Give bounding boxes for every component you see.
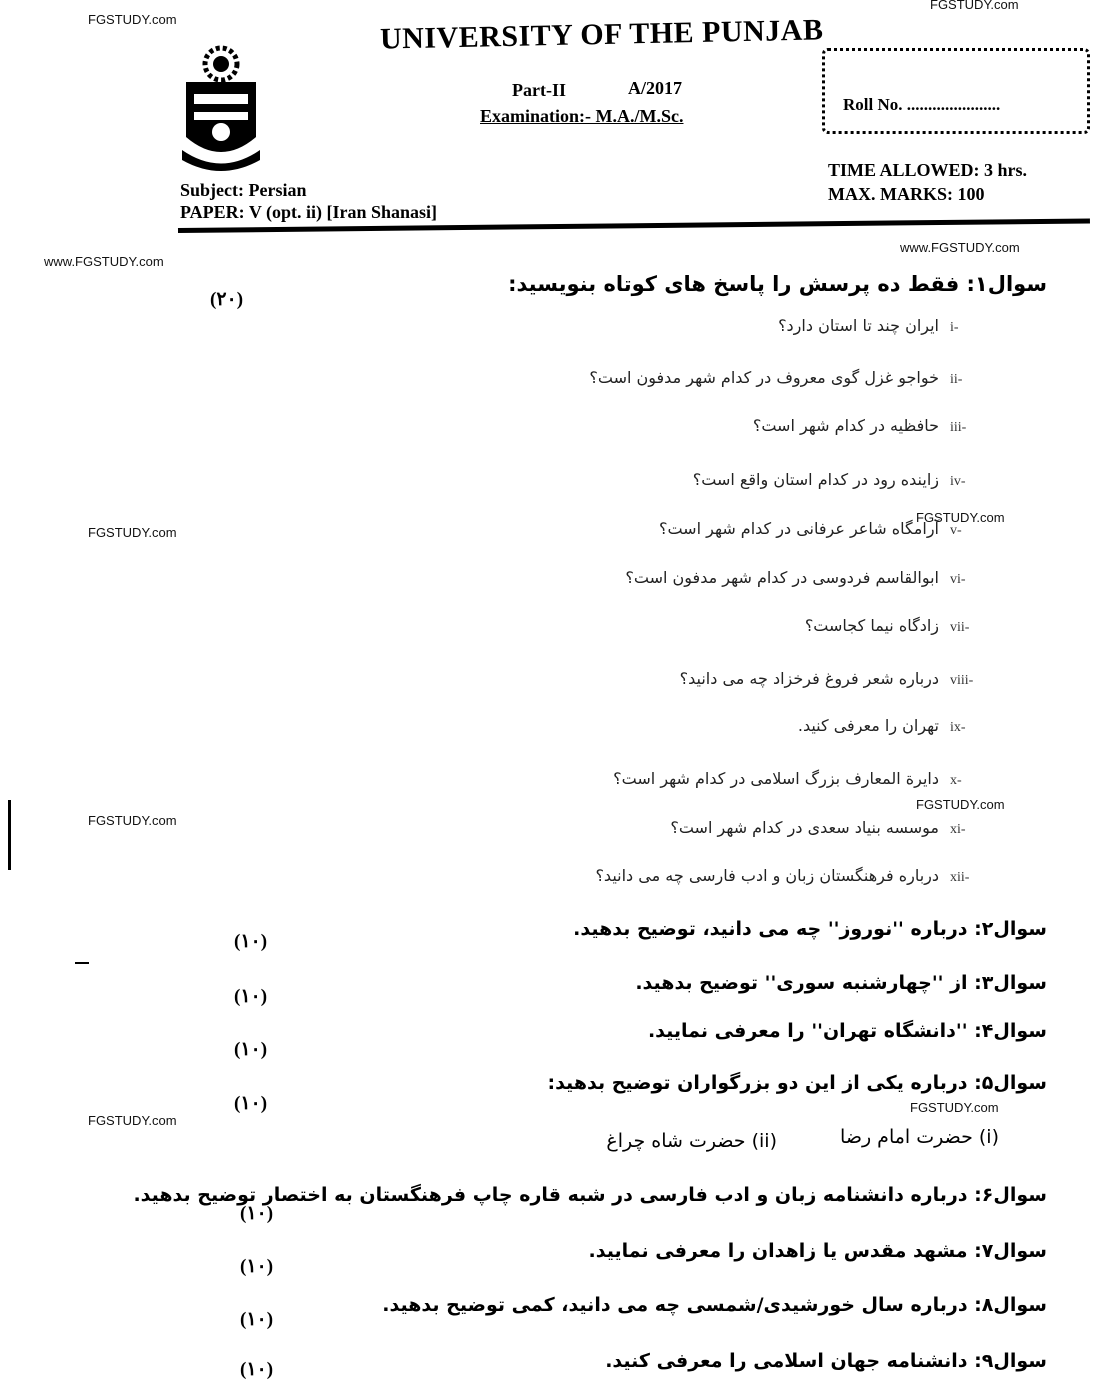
item-number: xii- <box>950 870 970 885</box>
watermark: FGSTUDY.com <box>910 1100 999 1115</box>
roll-number-box[interactable] <box>822 48 1090 134</box>
session-label: A/2017 <box>628 78 682 98</box>
question-5-marks: (۱۰) <box>234 1093 268 1114</box>
option-text: حضرت امام رضا <box>840 1126 973 1148</box>
university-crest-logo <box>180 42 262 172</box>
option-text: حضرت شاه چراغ <box>606 1130 746 1152</box>
list-item: خواجو غزل گوی معروف در کدام شهر مدفون است؟ <box>589 368 939 387</box>
question-8-marks: (۱۰) <box>240 1309 274 1330</box>
question-6-marks: (۱۰) <box>240 1203 274 1224</box>
list-item: ایران چند تا استان دارد؟ <box>778 316 939 335</box>
item-number: viii- <box>950 673 974 688</box>
list-item: درباره فرهنگستان زبان و ادب فارسی چه می دانید؟ <box>595 866 939 885</box>
watermark: FGSTUDY.com <box>916 797 1005 812</box>
scan-mark <box>8 800 11 870</box>
item-number: v- <box>950 523 962 538</box>
watermark: www.FGSTUDY.com <box>44 254 164 269</box>
watermark: www.FGSTUDY.com <box>900 240 1020 255</box>
list-item: زادگاه نیما کجاست؟ <box>804 616 939 635</box>
question-2-marks: (۱۰) <box>234 931 268 952</box>
question-9: سوال۹: دانشنامه جهان اسلامی را معرفی کنید. <box>605 1350 1047 1372</box>
list-item: درباره شعر فروغ فرخزاد چه می دانید؟ <box>679 669 939 688</box>
time-allowed: TIME ALLOWED: 3 hrs. <box>828 160 1028 180</box>
roll-number-label: Roll No. ...................... <box>843 95 1001 114</box>
list-item: دایرة المعارف بزرگ اسلامی در کدام شهر است؟ <box>613 769 939 788</box>
question-4: سوال۴: ''دانشگاه تهران'' را معرفی نمایید. <box>647 1020 1047 1042</box>
question-3-marks: (۱۰) <box>234 986 268 1007</box>
watermark: FGSTUDY.com <box>88 1113 177 1128</box>
question-3: سوال۳: از ''چهارشنبه سوری'' توضیح بدهید. <box>635 972 1047 994</box>
item-number: i- <box>950 320 959 335</box>
question-7-marks: (۱۰) <box>240 1256 274 1277</box>
item-number: x- <box>950 773 962 788</box>
question-2: سوال۲: درباره ''نوروز'' چه می دانید، توضیح بدهید. <box>573 918 1047 940</box>
option-number: (i) <box>978 1126 999 1148</box>
question-6: سوال۶: درباره دانشنامه زبان و ادب فارسی در شبه قاره چاپ فرهنگستان به اختصار توضیح بدهید. <box>133 1184 1047 1206</box>
q5-option-2 <box>606 1130 777 1152</box>
item-number: ix- <box>950 720 966 735</box>
part-label: Part-II <box>512 80 566 100</box>
question-1: سوال۱: فقط ده پرسش را پاسخ های کوتاه بنویسید: <box>508 272 1047 296</box>
question-4-marks: (۱۰) <box>234 1039 268 1060</box>
item-number: xi- <box>950 822 966 837</box>
examination-label: Examination:- M.A./M.Sc. <box>480 106 684 126</box>
paper-label: PAPER: V (opt. ii) [Iran Shanasi] <box>180 202 438 222</box>
list-item: تهران را معرفی کنید. <box>797 716 939 735</box>
question-8: سوال۸: درباره سال خورشیدی/شمسی چه می دانید، کمی توضیح بدهید. <box>382 1294 1047 1316</box>
list-item: حافظیه در کدام شهر است؟ <box>752 416 939 435</box>
item-number: iii- <box>950 420 967 435</box>
item-number: vi- <box>950 572 966 587</box>
question-1-marks: (۲۰) <box>210 289 244 310</box>
question-5: سوال۵: درباره یکی از این دو بزرگواران توضیح بدهید: <box>547 1072 1047 1094</box>
watermark: FGSTUDY.com <box>88 12 177 27</box>
list-item: موسسه بنیاد سعدی در کدام شهر است؟ <box>670 818 939 837</box>
watermark: FGSTUDY.com <box>88 525 177 540</box>
q5-option-1 <box>840 1126 999 1148</box>
question-9-marks: (۱۰) <box>240 1359 274 1380</box>
question-7: سوال۷: مشهد مقدس یا زاهدان را معرفی نمایید. <box>588 1240 1047 1262</box>
watermark: FGSTUDY.com <box>88 813 177 828</box>
list-item: زاینده رود در کدام استان واقع است؟ <box>692 470 939 489</box>
watermark: FGSTUDY.com <box>930 0 1019 12</box>
max-marks: MAX. MARKS: 100 <box>828 184 985 204</box>
list-item: آرامگاه شاعر عرفانی در کدام شهر است؟ <box>658 519 939 538</box>
university-title: UNIVERSITY OF THE PUNJAB <box>379 13 824 56</box>
subject-label: Subject: Persian <box>180 180 307 200</box>
item-number: iv- <box>950 474 966 489</box>
list-item: ابوالقاسم فردوسی در کدام شهر مدفون است؟ <box>625 568 939 587</box>
option-number: (ii) <box>751 1130 777 1152</box>
scan-mark <box>75 962 89 964</box>
item-number: ii- <box>950 372 963 387</box>
item-number: vii- <box>950 620 970 635</box>
watermark: FGSTUDY.com <box>916 510 1005 525</box>
